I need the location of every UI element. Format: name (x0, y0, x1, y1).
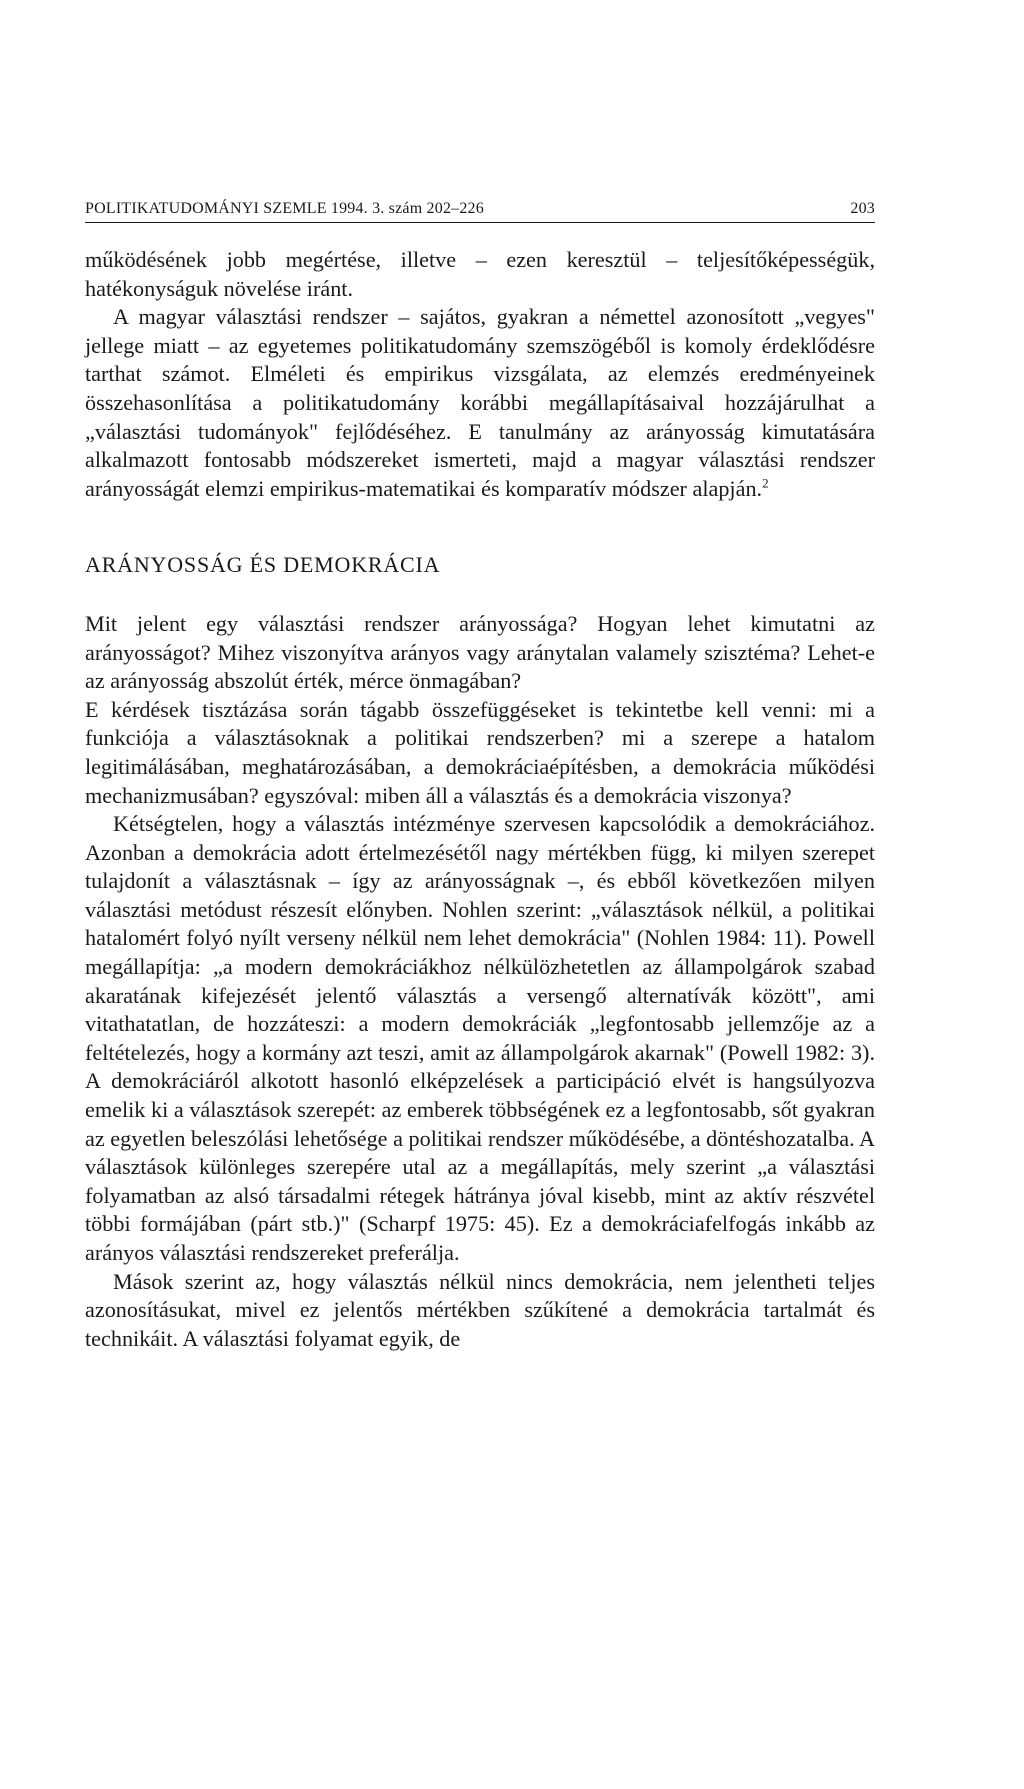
paragraph-intro (85, 303, 875, 503)
section-heading: ARÁNYOSSÁG ÉS DEMOKRÁCIA (85, 552, 441, 578)
article-body (85, 246, 875, 1353)
section-paragraph-4: Mások szerint az, hogy választás nélkül nincs demokrácia, nem jelentheti teljes azonosításukat, mivel ez jelentős mértékben szűkítené a demokrácia tartalmát és technikáit. A választási folyamat egyik, de (85, 1268, 875, 1351)
paragraph-continuation: működésének jobb megértése, illetve – ezen keresztül – teljesítőképességük, hatékonyságuk növelése iránt. (85, 247, 875, 301)
section-paragraph-1: Mit jelent egy választási rendszer arányossága? Hogyan lehet kimutatni az arányosságot? Mihez viszonyítva arányos vagy aránytalan valamely szisztéma? Lehet-e az arányosság abszolút érték, mérce önmagában? (85, 610, 875, 694)
journal-citation: POLITIKATUDOMÁNYI SZEMLE 1994. 3. szám 202–226 (85, 200, 484, 217)
running-header (85, 200, 875, 223)
section-paragraph-3: Kétségtelen, hogy a választás intézménye szervesen kapcsolódik a demokráciához. Azonban a demokrácia adott értelmezésétől nagy mértékben függ, ki milyen szerepet tulajdonít a választásnak – így az arányosságnak –, és ebből következően milyen választási metódust részesít előnyben. Nohlen szerint: „választások nélkül, a politikai hatalomért folyó nyílt verseny nélkül nem lehet demokrácia" (Nohlen 1984: 11). Powell megállapítja: „a modern demokráciákhoz nélkülözhetetlen az állampolgárok szabad akaratának kifejezését jelentő választás a versengő alternatívák között", ami vitathatatlan, de hozzáteszi: a modern demokráciák „legfontosabb jellemzője az a feltételezés, hogy a kormány azt teszi, amit az állampolgárok akarnak" (Powell 1982: 3). A demokráciáról alkotott hasonló elképzelések a participáció elvét is hangsúlyozva emelik ki a választások szerepét: az emberek többségének ez a legfontosabb, sőt gyakran az egyetlen beleszólási lehetősége a politikai rendszer működésébe, a döntéshozatalba. A választások különleges szerepére utal az a megállapítás, mely szerint „a választási folyamatban az alsó társadalmi rétegek hátránya jóval kisebb, mint az aktív részvétel többi formájában (párt stb.)" (Scharpf 1975: 45). Ez a demokráciafelfogás inkább az arányos választási rendszereket preferálja. (85, 811, 875, 1265)
footnote-marker: 2 (762, 475, 769, 491)
section-paragraph-2: E kérdések tisztázása során tágabb összefüggéseket is tekintetbe kell venni: mi a funkciója a választásoknak a politikai rendszerben? mi a szerepe a hatalom legitimálásában, meghatározásában, a demokráciaépítésben, a demokrácia működési mechanizmusában? egyszóval: miben áll a választás és a demokrácia viszonya? (85, 696, 875, 808)
page-number: 203 (850, 200, 875, 217)
paragraph-intro-text: A magyar választási rendszer – sajátos, gyakran a némettel azonosított „vegyes" jellege miatt – az egyetemes politikatudomány szemszögéből is komoly érdeklődésre tarthat számot. Elméleti és empirikus vizsgálata, az elemzés eredményeinek összehasonlítása a politikatudomány korábbi megállapításaival hozzájárulhat a „választási tudományok" fejlődéséhez. E tanulmány az arányosság kimutatására alkalmazott fontosabb módszereket ismerteti, majd a magyar választási rendszer arányosságát elemzi empirikus-matematikai és komparatív módszer alapján. (85, 304, 875, 501)
